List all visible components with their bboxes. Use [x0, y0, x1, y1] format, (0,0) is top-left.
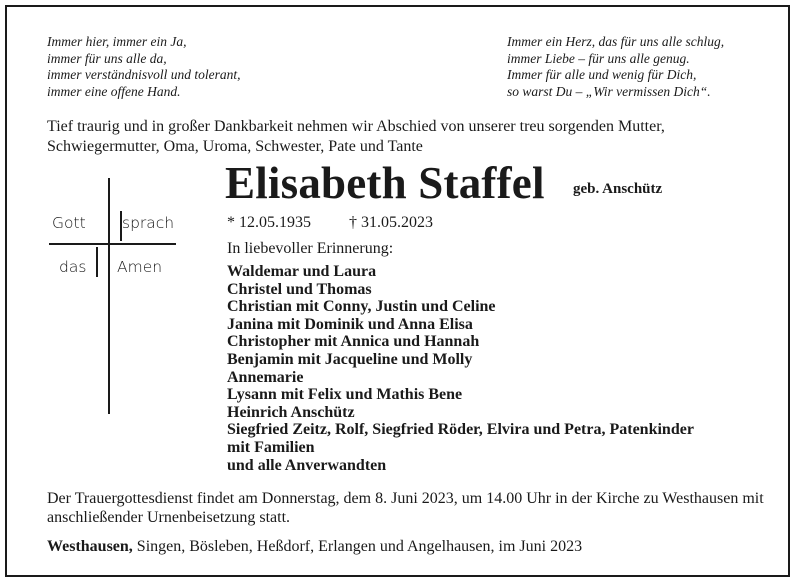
- cross-word-bottom-left: das: [59, 258, 87, 276]
- place-rest: Singen, Bösleben, Heßdorf, Erlangen und Angelhausen, im Juni 2023: [132, 538, 583, 555]
- poem-right: [507, 34, 724, 100]
- birth-date: * 12.05.1935: [227, 214, 311, 231]
- family-member: und alle Anverwandten: [227, 456, 387, 474]
- poem-left: [47, 34, 240, 100]
- family-member: Janina mit Dominik und Anna Elisa: [227, 315, 473, 333]
- intro-text: Tief traurig und in großer Dankbarkeit nehmen wir Abschied von unserer treu sorgenden Mutter, Schwiegermutter, Oma, Uroma, Schwester, Pate und Tante: [47, 118, 665, 155]
- deceased-name: Elisabeth Staffel: [225, 158, 545, 208]
- place-line: [47, 538, 582, 556]
- poem-line: immer Liebe – für uns alle genug.: [507, 50, 690, 66]
- cross-word-top-right: sprach: [122, 214, 175, 232]
- cross-arm-left-bottom: [96, 247, 98, 277]
- poem-line: immer für uns alle da,: [47, 50, 167, 66]
- poem-line: immer verständnisvoll und tolerant,: [47, 67, 241, 82]
- family-list: [227, 263, 694, 474]
- family-member: mit Familien: [227, 438, 315, 456]
- family-member: Siegfried Zeitz, Rolf, Siegfried Röder, Elvira und Petra, Patenkinder: [227, 421, 694, 439]
- life-dates: [227, 214, 433, 232]
- poem-line: immer eine offene Hand.: [47, 83, 181, 99]
- place-town: Westhausen,: [47, 538, 133, 555]
- death-date: † 31.05.2023: [349, 214, 433, 231]
- family-member: Christian mit Conny, Justin und Celine: [227, 298, 496, 316]
- family-member: Christel und Thomas: [227, 280, 372, 298]
- family-member: Heinrich Anschütz: [227, 403, 355, 421]
- family-member: Lysann mit Felix und Mathis Bene: [227, 386, 463, 404]
- cross-vertical-beam: [108, 178, 110, 414]
- obituary-notice: [5, 5, 790, 577]
- cross-word-bottom-right: Amen: [117, 258, 163, 276]
- family-member: Waldemar und Laura: [227, 263, 377, 280]
- cross-word-top-left: Gott: [52, 214, 86, 232]
- service-text: Der Trauergottesdienst findet am Donnerstag, dem 8. Juni 2023, um 14.00 Uhr in der Kirche zu Westhausen mit anschließender Urnenbeisetzung statt.: [47, 490, 764, 526]
- poem-line: so warst Du – „Wir vermissen Dich“.: [507, 83, 711, 99]
- poem-line: Immer hier, immer ein Ja,: [47, 34, 187, 49]
- poem-line: Immer ein Herz, das für uns alle schlug,: [507, 34, 725, 49]
- family-member: Annemarie: [227, 368, 304, 386]
- cross-horizontal-beam: [49, 243, 176, 245]
- poem-line: Immer für alle und wenig für Dich,: [507, 67, 697, 82]
- family-member: Christopher mit Annica und Hannah: [227, 333, 480, 351]
- family-member: Benjamin mit Jacqueline und Molly: [227, 350, 473, 368]
- memory-line: In liebevoller Erinnerung:: [227, 240, 394, 257]
- maiden-name: geb. Anschütz: [573, 181, 663, 197]
